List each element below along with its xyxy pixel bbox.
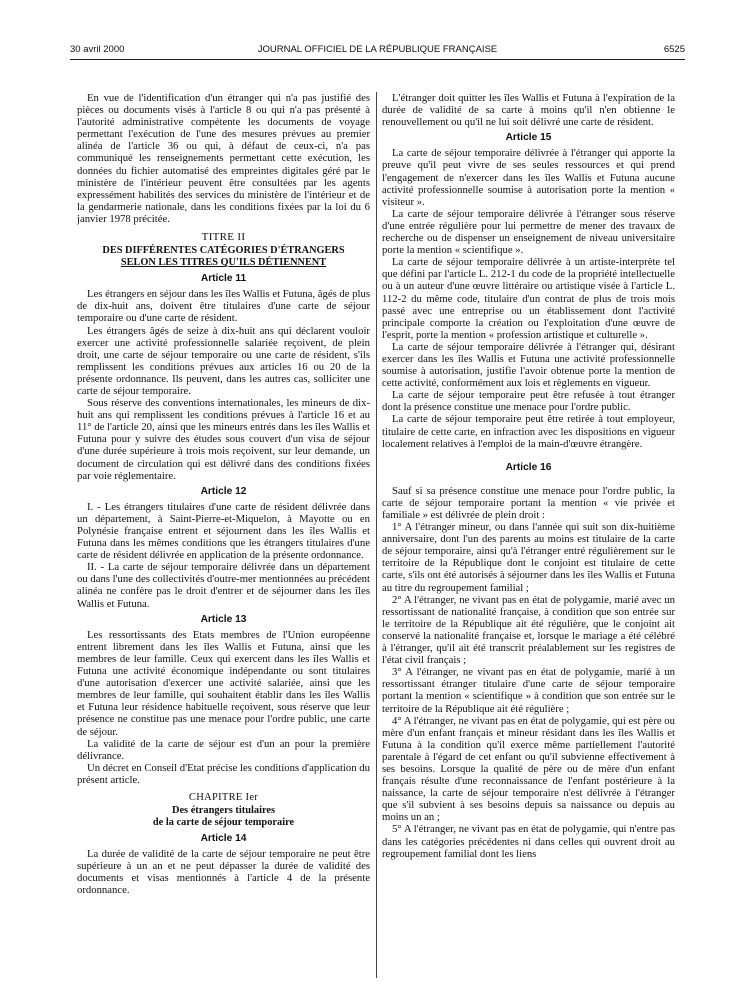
paragraph: La carte de séjour temporaire peut être retirée à tout employeur, titulaire de cette carte, en infraction avec les dispositions en vigueur localement relatives à l'emploi de la main-d'œuvre étrangère. — [382, 413, 675, 450]
paragraph: La carte de séjour temporaire délivrée à l'étranger qui apporte la preuve qu'il peut vivre de ses seules ressources et qui prend l'engagement de n'exercer dans les îles Wallis et Futuna aucune activité professionnelle soumise à autorisation porte la mention « visiteur ». — [382, 147, 675, 208]
chapter-subheading-line2: de la carte de séjour temporaire — [152, 817, 295, 829]
column-divider — [376, 92, 377, 978]
paragraph: La validité de la carte de séjour est d'un an pour la première délivrance. — [77, 737, 370, 762]
paragraph: 5° A l'étranger, ne vivant pas en état de polygamie, qui n'entre pas dans les catégories précédentes ni dans celles qui ouvrent droit au regroupement familial dont les liens — [382, 823, 675, 860]
article-heading: Article 16 — [505, 461, 552, 473]
title-subheading-line2: SELON LES TITRES QU'ILS DÉTIENNENT — [120, 257, 327, 269]
left-column — [77, 92, 370, 984]
chapter-subheading — [77, 805, 370, 829]
header-rule — [70, 59, 685, 60]
paragraph: 1° A l'étranger mineur, ou dans l'année qui suit son dix-huitième anniversaire, dont l'un des parents au moins est titulaire de la carte de séjour temporaire, ainsi qu'à l'étranger entré régulièrement sur le territoire de la République dont le conjoint est titulaire de cette carte, s'ils ont été autorisés à séjourner dans les îles Wallis et Futuna au titre du regroupement familial ; — [382, 521, 675, 594]
header-journal-title: JOURNAL OFFICIEL DE LA RÉPUBLIQUE FRANÇAISE — [257, 44, 498, 55]
paragraph: L'étranger doit quitter les îles Wallis et Futuna à l'expiration de la durée de validité de sa carte à moins qu'il n'en obtienne le renouvellement ou qu'il ne lui soit délivré une carte de résident. — [382, 92, 675, 129]
paragraph: En vue de l'identification d'un étranger qui n'a pas justifié des pièces ou documents visés à l'article 8 ou qui n'a pas présenté à l'autorité administrative compétente les documents de voyage permettant l'exécution de l'une des mesures prévues au premier alinéa de l'article 36 ou qui, à défaut de ceux-ci, n'a pas communiqué les renseignements permettant cette exécution, les données du fichier automatisé des empreintes digitales géré par le ministère de l'intérieur peuvent être consultées par les agents expressément habilités des services du ministère de l'intérieur et de la gendarmerie nationale, dans les conditions fixées par la loi du 6 janvier 1978 précitée. — [77, 92, 370, 225]
paragraph: La carte de séjour temporaire délivrée à un artiste-interprète tel que défini par l'article L. 212-1 du code de la propriété intellectuelle ou à un auteur d'une œuvre littéraire ou artistique visée à l'article L. 112-2 du même code, titulaire d'un contrat de plus de trois mois passé avec une entreprise ou un établissement dont l'activité principale comporte la création ou l'exploitation d'une œuvre de l'esprit, porte la mention « profession artistique et culturelle ». — [382, 256, 675, 341]
paragraph: La durée de validité de la carte de séjour temporaire ne peut être supérieure à un an et ne peut dépasser la durée de validité des documents et visas mentionnés à l'article 4 de la présente ordonnance. — [77, 848, 370, 897]
chapter-subheading-line1: Des étrangers titulaires — [171, 805, 276, 817]
title-subheading-line1: DES DIFFÉRENTES CATÉGORIES D'ÉTRANGERS — [102, 245, 345, 257]
article-heading: Article 12 — [200, 485, 247, 497]
title-heading: TITRE II — [201, 231, 246, 244]
paragraph: Un décret en Conseil d'Etat précise les conditions d'application du présent article. — [77, 761, 370, 786]
paragraph: Sous réserve des conventions internationales, les mineurs de dix-huit ans qui remplissent les conditions prévues à l'article 16 et au 11° de l'article 20, ainsi que les mineurs entrés dans les îles Wallis et Futuna pour y suivre des études sous couvert d'un visa de séjour d'une durée supérieure à trois mois reçoivent, sur leur demande, un document de circulation qui est délivré dans des conditions fixées par voie réglementaire. — [77, 397, 370, 482]
article-heading: Article 13 — [200, 613, 247, 625]
title-subheading — [77, 245, 370, 269]
paragraph: II. - La carte de séjour temporaire délivrée dans un département ou dans l'une des collectivités d'outre-mer mentionnées au précédent alinéa ne confère pas le droit d'entrer et de séjourner dans les îles Wallis et Futuna. — [77, 561, 370, 610]
header-date: 30 avril 2000 — [70, 44, 125, 55]
page-header — [70, 44, 685, 58]
paragraph: 2° A l'étranger, ne vivant pas en état de polygamie, marié avec un ressortissant de nationalité française, à condition que son entrée sur le territoire de la République ait été régulière, que le conjoint ait conservé la nationalité française et, lorsque le mariage a été célébré à l'étranger, qu'il ait été transcrit préalablement sur les registres de l'état civil français ; — [382, 593, 675, 667]
right-column — [382, 92, 675, 984]
paragraph: Les étrangers âgés de seize à dix-huit ans qui déclarent vouloir exercer une activité professionnelle salariée reçoivent, de plein droit, une carte de séjour temporaire ou une carte de résident, s'ils remplissent les conditions prévues aux articles 16 ou 20 de la présente ordonnance. Ils peuvent, dans les autres cas, solliciter une carte de séjour temporaire. — [77, 324, 370, 397]
paragraph: Les étrangers en séjour dans les îles Wallis et Futuna, âgés de plus de dix-huit ans, doivent être titulaires d'une carte de séjour temporaire ou d'une carte de résident. — [77, 288, 370, 325]
paragraph: I. - Les étrangers titulaires d'une carte de résident délivrée dans un département, à Saint-Pierre-et-Miquelon, à Mayotte ou en Polynésie française entrent et séjournent dans les îles Wallis et Futuna dans les mêmes conditions que les étrangers titulaires d'une carte de résident délivrée en application de la présente ordonnance. — [77, 500, 370, 562]
header-page-number: 6525 — [663, 44, 685, 55]
paragraph: La carte de séjour temporaire délivrée à l'étranger sous réserve d'une entrée régulière pour lui permettre de mener des travaux de recherche ou de dispenser un enseignement de niveau universitaire porte la mention « scientifique ». — [382, 207, 675, 257]
paragraph: La carte de séjour temporaire délivrée à l'étranger qui, désirant exercer dans les îles Wallis et Futuna une activité professionnelle soumise à autorisation, justifie l'avoir obtenue porte la mention de cette activité, conformément aux lois et règlements en vigueur. — [382, 340, 675, 390]
article-heading: Article 11 — [200, 273, 247, 285]
paragraph: Sauf si sa présence constitue une menace pour l'ordre public, la carte de séjour temporaire portant la mention « vie privée et familiale » est délivrée de plein droit : — [382, 484, 675, 521]
chapter-heading: CHAPITRE Ier — [188, 791, 259, 803]
paragraph: 3° A l'étranger, ne vivant pas en état de polygamie, marié à un ressortissant étranger titulaire d'une carte de séjour temporaire portant la mention « scientifique » à condition que son entrée sur le territoire de la République ait été régulière ; — [382, 666, 675, 715]
paragraph: La carte de séjour temporaire peut être refusée à tout étranger dont la présence constitue une menace pour l'ordre public. — [382, 389, 675, 414]
paragraph: Les ressortissants des Etats membres de l'Union européenne entrent librement dans les îles Wallis et Futuna, ainsi que les membres de leur famille. Ceux qui exercent dans les îles Wallis et Futuna une activité économique indépendante ou sont titulaires d'une autorisation d'exercer une activité salariée, ainsi que les membres de leur famille, qui souhaitent établir dans les îles Wallis et Futuna leur résidence habituelle reçoivent, sous réserve que leur présence ne constitue pas une menace pour l'ordre public, une carte de séjour. — [77, 628, 370, 738]
article-heading: Article 14 — [200, 833, 247, 845]
paragraph: 4° A l'étranger, ne vivant pas en état de polygamie, qui est père ou mère d'un enfant français et mineur résidant dans les îles Wallis et Futuna à la condition qu'il exerce même partiellement l'autorité parentale à l'égard de cet enfant ou qu'il subvienne effectivement à ses besoins. Lorsque la qualité de père ou de mère d'un enfant français résulte d'une reconnaissance de l'enfant postérieure à la naissance, la carte de séjour temporaire n'est délivrée à l'étranger que s'il subvient à ses besoins depuis sa naissance ou depuis au moins un an ; — [382, 714, 675, 824]
article-heading: Article 15 — [505, 132, 552, 144]
